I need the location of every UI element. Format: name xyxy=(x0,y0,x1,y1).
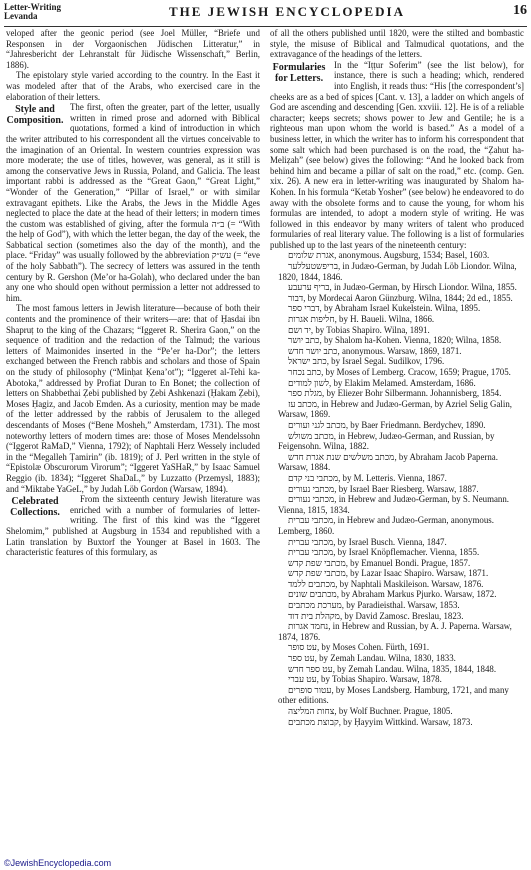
list-item xyxy=(270,431,524,452)
list-item xyxy=(270,314,524,325)
hebrew-title: כתב נכחר xyxy=(288,367,322,377)
list-item xyxy=(270,589,524,600)
formulary-list xyxy=(270,250,524,727)
right-column xyxy=(270,28,524,854)
entry-text: , by Eliezer Bohr Silbermann. Johannisberg, 1854. xyxy=(322,388,502,399)
entry-text: , by Abraham Jacob Paperna. Warsaw, 1884. xyxy=(278,451,498,473)
hebrew-title: מגלת ספר xyxy=(288,388,323,399)
list-item xyxy=(270,579,524,590)
entry-text: , in Judæo-German, by Hirsch Liondor. Wilna, 1855. xyxy=(329,282,517,293)
list-item xyxy=(270,621,524,642)
list-item xyxy=(270,335,524,346)
hebrew-title: עט ספר xyxy=(288,653,315,664)
paragraph: In the “Iṭṭur Soferim” (see the list below), for instance, there is such a heading; which, rendered into English, it reads thus: “His [the correspondent’s] cheeks are as a bed of spices [Cant. v. 13], a ladder on which angels of God are ascending and descending [Gen. xxviii. 12]. He is of a reliable character; keeps secrets; shows power to Jew and Gentile; he is a righteous man upon whom the world is based.” As a model of a business letter, in which the writer has to inform his correspondent that some salt which had been purchased is on the road, the “Ẓahut ha-Meliẓah” (see below) gives the following: “And he looked back from behind him and became a pillar of salt on the road,” etc. (comp. Gen. xix. 26). A new era in letter-writing was inaugurated by Shalom ha-Kohen. In his formula “Ketab Yosher” (see below) he endeavored to do away with the obsolete forms and to cause the young, for whom his formulas are intended, to adopt a modern style of writing. He was followed in this endeavor by many writers of talent who produced formularies of real literary value. The following is a list of formularies published up to the last years of the nineteenth century: xyxy=(270,59,524,250)
entry-text: , by Paradieisthal. Warsaw, 1853. xyxy=(341,600,460,611)
hebrew-title: דברי ספר xyxy=(288,303,320,314)
hebrew-title: מכתב לגני ועורים xyxy=(288,419,346,430)
hebrew-title: חליפות אגרות xyxy=(288,314,335,325)
hebrew-title: כתב ישראל xyxy=(288,356,327,367)
entry-text: , by Israel Knöpflemacher. Vienna, 1855. xyxy=(333,547,480,558)
hebrew-title: יד ושם xyxy=(288,324,311,335)
entry-text: , in Hebrew and Judæo-German, anonymous. Lemberg, 1860. xyxy=(278,515,494,536)
hebrew-title: מכתבי נעורים xyxy=(288,494,335,505)
list-item xyxy=(270,346,524,357)
hebrew-title: עט סופר xyxy=(288,642,317,653)
header-rule xyxy=(4,26,527,27)
left-column xyxy=(6,28,260,854)
list-item xyxy=(270,367,524,378)
hebrew-title: מערכת מכתבים xyxy=(288,600,342,611)
list-item xyxy=(270,611,524,622)
hebrew-title: מכתבים ללמד xyxy=(288,578,336,589)
page-header xyxy=(4,3,527,25)
list-item xyxy=(270,547,524,558)
hebrew-title: לשון למודים xyxy=(288,377,330,388)
hebrew-title: כתב יושר חדש xyxy=(288,345,338,356)
entry-text: , by Zemah Landau. Wilna, 1835, 1844, 1848. xyxy=(332,663,497,674)
paragraph: The most famous letters in Jewish literature—because of both their contents and the prominence of their writers—are: that of Ḥasdai ibn Shapruṭ to the king of the Chazars; “Iggeret R. Sherira Gaon,” on the sequence of tradition and the redaction of the Talmud; the various letters of Maimonides inserted in the “Pe’er ha-Dor”; the letters exchanged between the French rabbis and scholars and those of Spain on the study of philosophy (“Minḥat Ḳena’ot”); “Iggeret al-Tehi ka-Abotoka,” addressed by Profiat Duran to En Bonet; the collection of letters on Shabbethai Ẓebi published by Ẓebi Ashkenazi (Ḥakam Ẓebi), Moses Ḥagiz, and Jacob Emden. As a curiosity, mention may be made of the letter addressed by the rabbis of Jerusalem to the alleged descendants of Moses (“Bene Mosheh,” Amsterdam, 1731). The most noteworthy letters of modern times are: those of Moses Mendelssohn (“Iggerot RaMaD,” Vienna, 1792); of Naphtali Herz Wessely included in the “Megalleh Ṭamirin” (ib. 1819); of J. Perl written in the style of “Epistolæ Obscurorum Virorum”; “Iggeret YaSHaR,” by Isaac Samuel Reggio (ib. 1834); “Iggeret ShaDaL,” by Luzzatto (Przemysl, 1883); and “Miktabe YaGeL,” by Judah Löb Gordon (Warsaw, 1894). xyxy=(6,303,260,494)
hebrew-title: מכתבי עברית xyxy=(288,515,334,526)
list-item xyxy=(270,420,524,431)
hebrew-title: בריפשטעללער xyxy=(288,261,338,272)
entry-text: , by Shalom ha-Kohen. Vienna, 1820; Wilna, 1858. xyxy=(319,335,502,346)
side-heading-style: Style and Composition. xyxy=(6,104,64,127)
entry-text: , by Emanuel Bondi. Prague, 1857. xyxy=(345,557,471,568)
list-item xyxy=(270,282,524,293)
entry-text: , in Hebrew and Judæo-German, by Azriel Selig Galin, Warsaw, 1869. xyxy=(278,398,512,420)
hebrew-title: דבור xyxy=(288,292,304,303)
hebrew-title: נחמד אגרות xyxy=(288,621,329,632)
entry-text: , by H. Baueli. Wilna, 1866. xyxy=(334,314,435,325)
entry-text: , by Wolf Buchner. Prague, 1805. xyxy=(334,706,453,716)
list-item xyxy=(270,484,524,495)
list-item xyxy=(270,685,524,706)
hebrew-title: מכתב עז xyxy=(288,398,318,409)
list-item xyxy=(270,664,524,675)
entry-text: , by Israel Busch. Vienna, 1847. xyxy=(333,536,447,547)
entry-text: , by Baer Friedmann. Berdychev, 1890. xyxy=(345,419,486,430)
paragraph: veloped after the geonic period (see Joel Müller, “Briefe und Responsen in der Vorgaonischen Jüdischen Litteratur,” in “Jahresbericht der Lehranstalt für Jüdische Wissenschaft,” Berlin, 1886). xyxy=(6,28,260,70)
list-item xyxy=(270,473,524,484)
hebrew-title: קבוצת מכתבים xyxy=(288,716,339,727)
entry-text: , by Moses Landsberg. Hamburg, 1721, and many other editions. xyxy=(278,684,509,706)
entry-text: , by M. Letteris. Vienna, 1867. xyxy=(338,472,447,483)
entry-text: , by Abraham Markus Pjurko. Warsaw, 1872. xyxy=(336,589,497,600)
entry-text: , by Moses of Lemberg. Cracow, 1659; Prague, 1705. xyxy=(321,367,511,377)
entry-text: , by Mordecai Aaron Günzburg. Wilna, 1844; 2d ed., 1855. xyxy=(303,292,513,303)
hebrew-title: מכתב משולש xyxy=(288,430,334,441)
hebrew-title: אגרת שלומים xyxy=(288,250,335,261)
list-item xyxy=(270,537,524,548)
list-item xyxy=(270,261,524,282)
hebrew-title: מכתבי בני קדם xyxy=(288,472,339,483)
entry-text: , in Hebrew and Russian, by A. J. Paperna. Warsaw, 1874, 1876. xyxy=(278,621,512,642)
entry-text: , by Israel Segal. Sudilkov, 1796. xyxy=(326,356,445,367)
side-heading-formularies: Formularies for Letters. xyxy=(272,61,326,84)
entry-text: , by Tobias Shapiro. Warsaw, 1878. xyxy=(316,674,442,685)
list-item xyxy=(270,325,524,336)
copyright-link[interactable]: ©JewishEncyclopedia.com xyxy=(4,858,112,868)
list-item xyxy=(270,388,524,399)
hebrew-title: מכתבי שפת קדש xyxy=(288,557,346,568)
hebrew-title: עט ספר חדש xyxy=(288,663,333,674)
list-item xyxy=(270,653,524,664)
list-item xyxy=(270,706,524,717)
list-item xyxy=(270,494,524,515)
entry-text: , anonymous. Warsaw, 1869, 1871. xyxy=(337,345,462,356)
list-item xyxy=(270,600,524,611)
list-item xyxy=(270,568,524,579)
entry-text: , in Hebrew and Judæo-German, by S. Neumann. Vienna, 1815, 1834. xyxy=(278,494,510,515)
list-item xyxy=(270,674,524,685)
hebrew-title: מכתבי נעורים xyxy=(288,483,335,494)
entry-text: , by Israel Baer Riesberg. Warsaw, 1887. xyxy=(334,483,479,494)
page-number: 16 xyxy=(513,3,527,18)
list-item xyxy=(270,378,524,389)
list-item xyxy=(270,293,524,304)
hebrew-title: מכתבי שפת קדש xyxy=(288,568,346,579)
list-item xyxy=(270,642,524,653)
list-item xyxy=(270,558,524,569)
running-head: Letter-Writing Levanda xyxy=(4,2,61,21)
hebrew-title: עטור סופרים xyxy=(288,684,332,695)
hebrew-title: מקהלת בית דוד xyxy=(288,610,340,621)
entry-text: , by Zemah Landau. Wilna, 1830, 1833. xyxy=(314,653,456,664)
list-item xyxy=(270,515,524,536)
entry-text: , by Abraham Israel Kukelstein. Wilna, 1895. xyxy=(319,303,481,314)
list-item xyxy=(270,356,524,367)
paragraph: of all the others published until 1820, were the stilted and bombastic style, the misuse of Biblical and Talmudical quotations, and the extravagance of the headings of the letters. xyxy=(270,28,524,60)
paragraph: From the sixteenth century Jewish literature was enriched with a number of formularies of letter-writing. The first of this kind was the “Iggeret Shelomim,” published at Augsburg in 1534 and republished with a Latin translation by Buxtorf the Younger at Basel in 1603. The characteristic features of this formulary, as xyxy=(6,494,260,558)
list-item xyxy=(270,250,524,261)
entry-text: , anonymous. Augsburg, 1534; Basel, 1603. xyxy=(334,250,490,261)
paragraph: The first, often the greater, part of the letter, usually written in rimed prose and adorned with Biblical quotations, formed a kind of introduction in which the writer attributed to his correspondent all the virtues conceivable to the imagination of an Oriental. In western countries expression was more moderate; the use of titles, however, was general, as it still is among the conservative Jews in Russia, Poland, and Galicia. The least important rabbi is addressed as the “Great Gaon,” “Great Light,” “Wonder of the Generation,” “Pillar of Israel,” or with similar extravagant epithets. Like the Arabs, the Jews in the Middle Ages neglected to place the date at the head of their letters; in modern times the custom was established of giving, after the formula ב״ה (= “With the help of God”), with which the letter began, the day of the week, the Sabbatical section (sometimes also the day of the month), and the place. “Friday” was usually followed by the abbreviation עש״ק (= “eve of the holy Sabbath”). The secrecy of letters was assured in the tenth century by R. Gershon (Me’or ha-Golah), who declared under the ban any one who should open without permission a letter not addressed to him. xyxy=(6,102,260,303)
entry-text: , by Moses Cohen. Fürth, 1691. xyxy=(316,642,430,653)
list-item xyxy=(270,399,524,420)
hebrew-title: עט עברי xyxy=(288,674,317,685)
entry-text: , by Elakim Melamed. Amsterdam, 1686. xyxy=(329,377,476,388)
hebrew-title: מכתב משלשים שנת אגרת חדש xyxy=(288,451,395,462)
side-heading-collections: Celebrated Collections. xyxy=(10,496,60,519)
entry-text: , in Hebrew, Judæo-German, and Russian, by Feigensohn. Wilna, 1882. xyxy=(278,430,495,452)
entry-text: , by Tobias Shapiro. Wilna, 1891. xyxy=(310,324,430,335)
hebrew-title: כתב יושר xyxy=(288,335,320,346)
hebrew-title: מכתבי עברית xyxy=(288,547,334,558)
hebrew-title: צחות המליצה xyxy=(288,706,335,716)
paragraph: The epistolary style varied according to the country. In the East it was modeled after that of the Arabs, who exercised care in the elaboration of their letters. xyxy=(6,70,260,102)
hebrew-title: בריף ערעבע xyxy=(288,282,330,293)
entry-text: , by Lazar Isaac Shapiro. Warsaw, 1871. xyxy=(345,568,489,579)
entry-text: , in Judæo-German, by Judah Löb Liondor. Wilna, 1820, 1844, 1846. xyxy=(278,261,517,282)
page-title: THE JEWISH ENCYCLOPEDIA xyxy=(169,4,405,19)
list-item xyxy=(270,717,524,728)
entry-text: , by Naphtali Maskileison. Warsaw, 1876. xyxy=(335,578,484,589)
hebrew-title: מכתבים שונים xyxy=(288,589,337,600)
list-item xyxy=(270,452,524,473)
entry-text: , by David Zamosc. Breslau, 1823. xyxy=(339,610,464,621)
entry-text: , by Ḥayyim Wittkind. Warsaw, 1873. xyxy=(338,716,473,727)
list-item xyxy=(270,303,524,314)
hebrew-title: מכתבי עברית xyxy=(288,536,334,547)
